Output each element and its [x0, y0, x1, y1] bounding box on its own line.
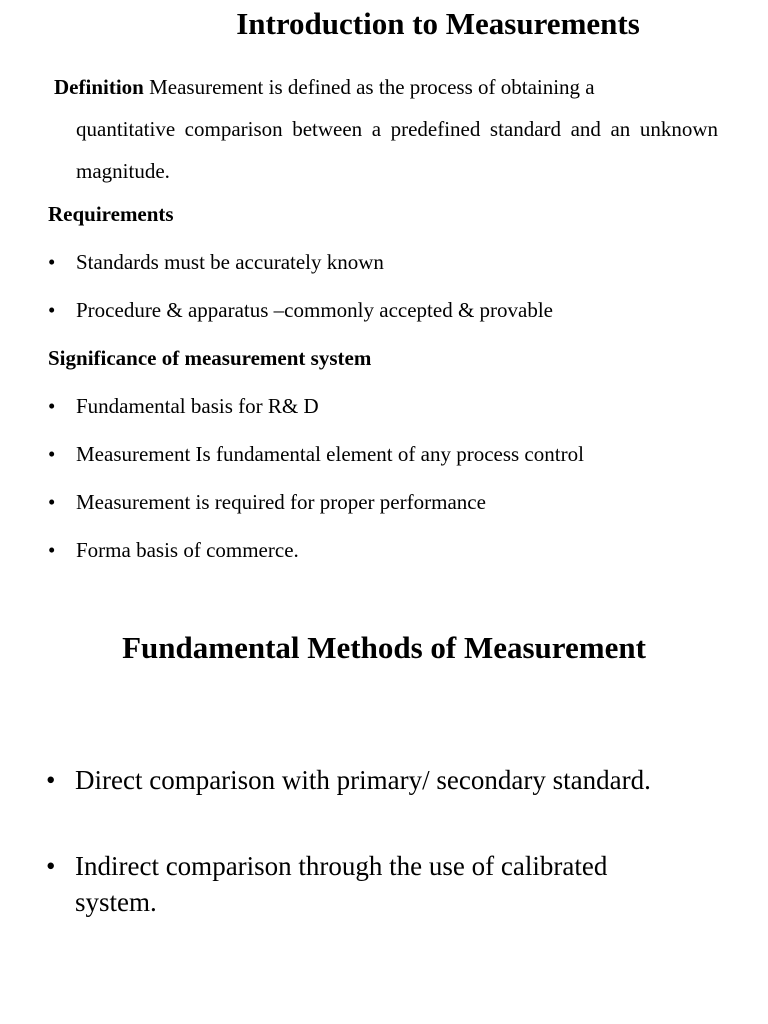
definition-paragraph: [54, 66, 718, 192]
bullet-icon: •: [48, 250, 56, 274]
list-item-text: Measurement Is fundamental element of any process control: [76, 442, 584, 466]
list-item-text: Standards must be accurately known: [76, 250, 384, 274]
methods-list: [46, 762, 736, 970]
bullet-icon: •: [46, 851, 56, 881]
list-item: [48, 392, 584, 420]
list-item: [48, 248, 553, 276]
bullet-icon: •: [48, 442, 56, 466]
bullet-icon: •: [48, 298, 56, 322]
list-item: [46, 762, 736, 798]
list-item: [46, 848, 736, 920]
definition-text-line1: Measurement is defined as the process of obtaining a: [149, 75, 595, 99]
significance-list: [48, 392, 584, 564]
requirements-heading: Requirements: [48, 202, 174, 226]
bullet-icon: •: [46, 765, 56, 795]
definition-text-rest: quantitative comparison between a predefined standard and an unknown magnitude.: [76, 117, 718, 183]
list-item: [48, 488, 584, 516]
requirements-list: [48, 248, 553, 324]
list-item: [48, 536, 584, 564]
bullet-icon: •: [48, 394, 56, 418]
list-item-text: Forma basis of commerce.: [76, 538, 299, 562]
list-item-text: Indirect comparison through the use of calibrated system.: [75, 851, 608, 917]
list-item-text: Measurement is required for proper performance: [76, 490, 486, 514]
bullet-icon: •: [48, 538, 56, 562]
list-item-text: Direct comparison with primary/ secondary standard.: [75, 765, 651, 795]
page-title: Introduction to Measurements: [236, 6, 640, 41]
list-item-text: Procedure & apparatus –commonly accepted & provable: [76, 298, 553, 322]
methods-title: Fundamental Methods of Measurement: [122, 630, 646, 665]
list-item: [48, 440, 584, 468]
list-item-text: Fundamental basis for R& D: [76, 394, 319, 418]
definition-term: Definition: [54, 75, 144, 99]
bullet-icon: •: [48, 490, 56, 514]
list-item: [48, 296, 553, 324]
significance-heading: Significance of measurement system: [48, 346, 372, 370]
